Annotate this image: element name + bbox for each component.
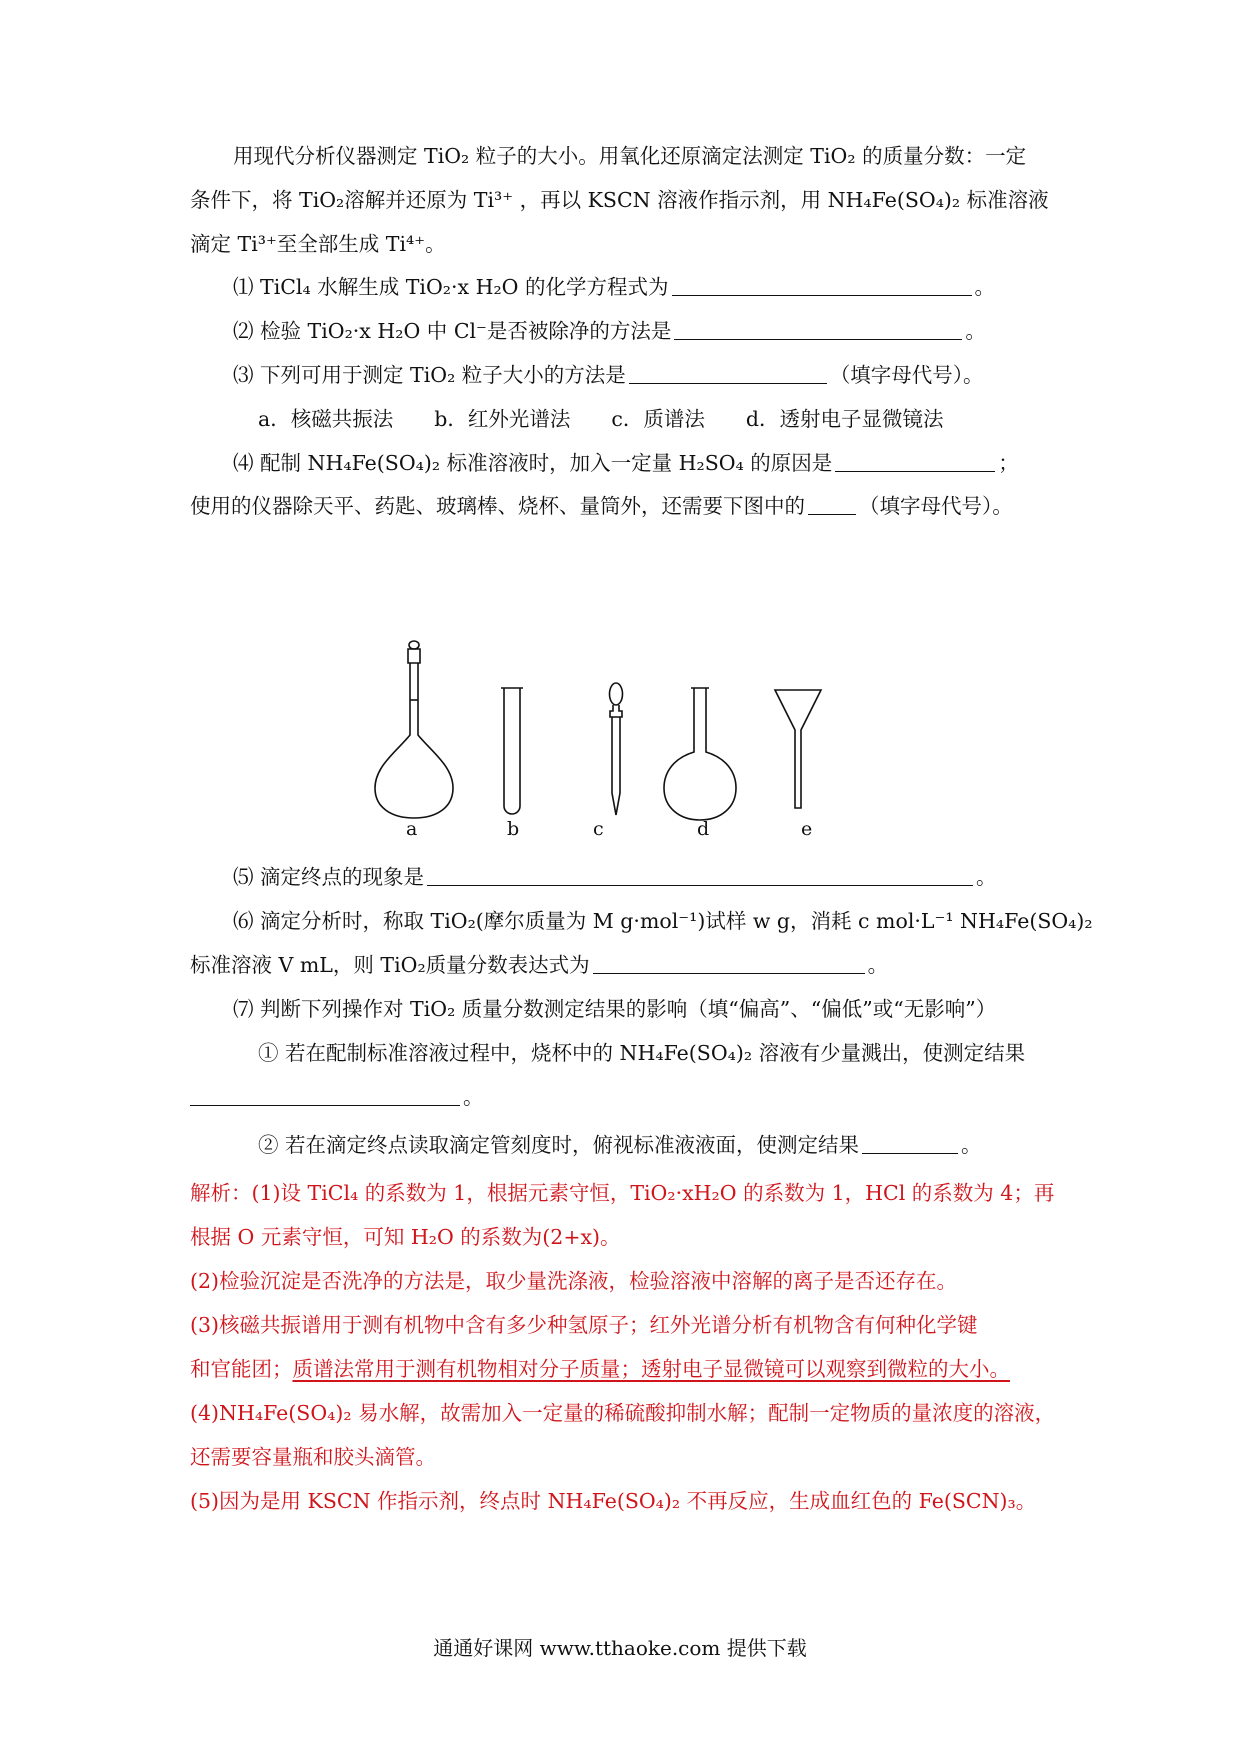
- question-3-text: ⑶ 下列可用于测定 TiO₂ 粒子大小的方法是: [233, 363, 626, 387]
- analysis-1-line-1: 解析：(1)设 TiCl₄ 的系数为 1，根据元素守恒，TiO₂·xH₂O 的系数为 1，HCl 的系数为 4；再: [190, 1181, 1055, 1205]
- question-7: ⑺ 判断下列操作对 TiO₂ 质量分数测定结果的影响（填“偏高”、“偏低”或“无影响”）: [233, 997, 997, 1021]
- question-3: [233, 360, 1103, 390]
- question-4-text: ⑷ 配制 NH₄Fe(SO₄)₂ 标准溶液时，加入一定量 H₂SO₄ 的原因是: [233, 451, 833, 475]
- intro-line-3: 滴定 Ti³⁺至全部生成 Ti⁴⁺。: [190, 232, 446, 256]
- end-mark: 。: [463, 1085, 484, 1109]
- question-7-1: ① 若在配制标准溶液过程中，烧杯中的 NH₄Fe(SO₄)₂ 溶液有少量溅出，使测定结果: [258, 1041, 1026, 1065]
- analysis-3-line-2-start: 和官能团；: [190, 1357, 293, 1381]
- analysis-4-line-2: 还需要容量瓶和胶头滴管。: [190, 1445, 436, 1469]
- figure-label-d: d: [697, 818, 710, 840]
- analysis-4-line-1: (4)NH₄Fe(SO₄)₂ 易水解，故需加入一定量的稀硫酸抑制水解；配制一定物质的量浓度的溶液，: [190, 1401, 1056, 1425]
- question-5: [233, 862, 1103, 892]
- question-3-options: a．核磁共振法 b．红外光谱法 c．质谱法 d．透射电子显微镜法: [258, 407, 944, 431]
- question-7-2-text: ② 若在滴定终点读取滴定管刻度时，俯视标准液液面，使测定结果: [258, 1133, 860, 1157]
- question-5-text: ⑸ 滴定终点的现象是: [233, 865, 425, 889]
- question-6-line-2: [190, 950, 1060, 980]
- intro-line-1: 用现代分析仪器测定 TiO₂ 粒子的大小。用氧化还原滴定法测定 TiO₂ 的质量分数：一定: [233, 144, 1027, 168]
- answer-blank-7-1[interactable]: [190, 1083, 460, 1106]
- intro-line-2: 条件下，将 TiO₂溶解并还原为 Ti³⁺ ，再以 KSCN 溶液作指示剂，用 NH₄Fe(SO₄)₂ 标准溶液: [190, 188, 1049, 212]
- footer-watermark: 通通好课网 www.tthaoke.com 提供下载: [433, 1636, 807, 1660]
- answer-blank-5[interactable]: [427, 863, 973, 886]
- question-4-tail: ；: [998, 451, 1019, 475]
- analysis-3-line-2: [190, 1354, 1060, 1384]
- end-mark: 。: [961, 1133, 982, 1157]
- question-3-tail: （填字母代号）。: [829, 363, 984, 387]
- dropper-icon: [610, 683, 623, 815]
- question-4-line-2-text: 使用的仪器除天平、药匙、玻璃棒、烧杯、量筒外，还需要下图中的: [190, 494, 805, 518]
- question-2: [233, 316, 1103, 346]
- test-tube-icon: [501, 688, 523, 814]
- question-4-line-2: [190, 491, 1060, 521]
- analysis-1-line-2: 根据 O 元素守恒，可知 H₂O 的系数为(2+x)。: [190, 1225, 621, 1249]
- analysis-2: (2)检验沉淀是否洗净的方法是，取少量洗涤液，检验溶液中溶解的离子是否还存在。: [190, 1269, 958, 1293]
- analysis-3-line-1: (3)核磁共振谱用于测有机物中含有多少种氢原子；红外光谱分析有机物含有何种化学键: [190, 1313, 978, 1337]
- answer-blank-7-2[interactable]: [862, 1131, 958, 1154]
- figure-label-a: a: [406, 818, 418, 840]
- figure-label-b: b: [507, 818, 520, 840]
- end-mark: 。: [976, 865, 997, 889]
- question-7-2: [258, 1130, 1128, 1160]
- question-2-text: ⑵ 检验 TiO₂·x H₂O 中 Cl⁻是否被除净的方法是: [233, 319, 672, 343]
- figure-label-c: c: [593, 818, 604, 840]
- figure-label-e: e: [801, 818, 813, 840]
- answer-blank-3[interactable]: [629, 361, 827, 384]
- question-1: [233, 272, 1103, 302]
- answer-blank-2[interactable]: [674, 317, 962, 340]
- analysis-3-underlined: 质谱法常用于测有机物相对分子质量；透射电子显微镜可以观察到微粒的大小。: [292, 1357, 1010, 1381]
- end-mark: 。: [965, 319, 986, 343]
- question-1-text: ⑴ TiCl₄ 水解生成 TiO₂·x H₂O 的化学方程式为: [233, 275, 669, 299]
- question-6-line-2-text: 标准溶液 V mL，则 TiO₂质量分数表达式为: [190, 953, 590, 977]
- answer-blank-1[interactable]: [672, 273, 972, 296]
- question-6: ⑹ 滴定分析时，称取 TiO₂(摩尔质量为 M g·mol⁻¹)试样 w g，消耗 c mol·L⁻¹ NH₄Fe(SO₄)₂: [233, 909, 1093, 933]
- answer-blank-4[interactable]: [835, 449, 995, 472]
- round-bottom-flask-icon: [664, 688, 736, 820]
- end-mark: 。: [974, 275, 996, 299]
- question-7-1-answer: [190, 1082, 1060, 1112]
- answer-blank-4b[interactable]: [808, 492, 856, 515]
- end-mark: 。: [867, 953, 889, 977]
- volumetric-flask-icon: [375, 641, 453, 818]
- answer-blank-6[interactable]: [593, 951, 865, 974]
- question-4: [233, 448, 1103, 478]
- apparatus-figure: [370, 640, 900, 850]
- question-4-line-2-tail: （填字母代号）。: [859, 494, 1013, 518]
- analysis-5: (5)因为是用 KSCN 作指示剂，终点时 NH₄Fe(SO₄)₂ 不再反应，生成血红色的 Fe(SCN)₃。: [190, 1489, 1037, 1513]
- funnel-icon: [775, 690, 821, 808]
